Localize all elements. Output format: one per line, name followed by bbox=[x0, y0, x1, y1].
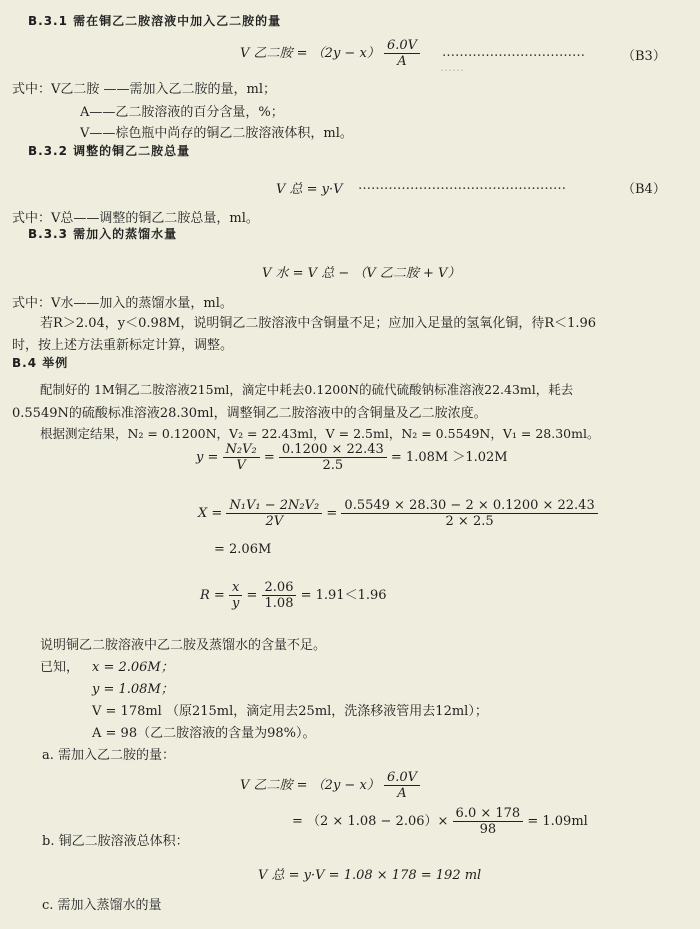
fraction: $\frac{x}{y}$ bbox=[229, 580, 242, 611]
known-v: V = 178ml （原215ml，滴定用去25ml，洗涤移液管用去12ml）； bbox=[92, 704, 488, 719]
equation-r: R = $\frac{x}{y}$ = $\frac{2.06}{1.08}$ = 1.91＜1.96 bbox=[200, 580, 387, 611]
formula-b4: V 总 = y·V bbox=[276, 182, 343, 197]
definition-line: 式中：V乙二胺 ——需加入乙二胺的量，ml； bbox=[12, 82, 277, 97]
definition-line: A——乙二胺溶液的百分含量，%； bbox=[80, 105, 284, 120]
leader-dots: …………………………… bbox=[442, 45, 585, 60]
formula-lhs: V 乙二胺 = （2y − x） bbox=[240, 46, 380, 61]
definition-line: 式中：V水——加入的蒸馏水量，ml。 bbox=[12, 296, 233, 311]
equation-x: X = $\frac{\text{N₁V₁ − 2N₂V₂}}{2V}$ = $\frac{0.5549 \times 28.30 - 2 \times 0.1200 \times 22.43}{2 \times 2.5}$ bbox=[198, 498, 598, 529]
step-c-label: c. 需加入蒸馏水的量 bbox=[42, 898, 162, 913]
section-heading-b4: B.4 举例 bbox=[12, 356, 69, 370]
section-heading-b33: B.3.3 需加入的蒸馏水量 bbox=[28, 227, 178, 241]
fraction: $\frac{\text{N₁V₁ − 2N₂V₂}}{2V}$ bbox=[226, 498, 322, 529]
definition-line: 式中：V总——调整的铜乙二胺总量，ml。 bbox=[12, 211, 259, 226]
equation-y: y = $\frac{\text{N₂V₂}}{V}$ = $\frac{0.1200 \times 22.43}{2.5}$ = 1.08M ＞1.02M bbox=[196, 442, 508, 473]
bleed-through-text: …… bbox=[440, 60, 464, 74]
section-heading-b31: B.3.1 需在铜乙二胺溶液中加入乙二胺的量 bbox=[28, 14, 282, 28]
fraction: $\frac{0.5549 \times 28.30 - 2 \times 0.1200 \times 22.43}{2 \times 2.5}$ bbox=[341, 498, 597, 529]
paragraph-line: 时，按上述方法重新标定计算，调整。 bbox=[12, 338, 234, 353]
known-a: A = 98（乙二胺溶液的含量为98%）。 bbox=[92, 726, 316, 741]
known-label: 已知， bbox=[40, 660, 80, 675]
fraction: $\frac{\text{N₂V₂}}{V}$ bbox=[223, 442, 260, 473]
paragraph-line: 配制好的 1M铜乙二胺溶液215ml，滴定中耗去0.1200N的硫代硫酸钠标准溶液22.43ml，耗去 bbox=[40, 382, 574, 397]
fraction: $\frac{2.06}{1.08}$ bbox=[262, 580, 297, 611]
section-heading-b32: B.3.2 调整的铜乙二胺总量 bbox=[28, 144, 191, 158]
definition-line: V——棕色瓶中尚存的铜乙二胺溶液体积，ml。 bbox=[80, 126, 353, 141]
equation-x-result: = 2.06M bbox=[214, 542, 272, 557]
paragraph-line: 0.5549N的硫酸标准溶液28.30ml，调整铜乙二胺溶液中的含铜量及乙二胺浓度。 bbox=[12, 406, 487, 421]
equation-tag-b4: （B4） bbox=[622, 182, 666, 197]
step-b-label: b. 铜乙二胺溶液总体积： bbox=[42, 834, 189, 849]
equation-tag-b3: （B3） bbox=[622, 49, 666, 64]
fraction: $\frac{6.0 \times 178}{98}$ bbox=[453, 806, 524, 837]
step-a-line1: V 乙二胺 = （2y − x） $\frac{6.0V}{A}$ bbox=[240, 770, 420, 801]
formula-b3 bbox=[240, 38, 420, 69]
fraction: $\frac{6.0V}{A}$ bbox=[384, 770, 420, 801]
leader-dots: ………………………………………… bbox=[358, 178, 566, 193]
step-a-line2: = （2 × 1.08 − 2.06）× $\frac{6.0 \times 178}{98}$ = 1.09ml bbox=[292, 806, 588, 837]
paragraph-line: 若R＞2.04，y＜0.98M，说明铜乙二胺溶液中含铜量不足；应加入足量的氢氧化铜，待R＜1.96 bbox=[40, 316, 597, 331]
fraction: $\frac{0.1200 \times 22.43}{2.5}$ bbox=[279, 442, 387, 473]
fraction: $\frac{6.0V}{A}$ bbox=[384, 38, 420, 69]
known-y: y = 1.08M； bbox=[92, 682, 174, 697]
step-b-formula: V 总 = y·V = 1.08 × 178 = 192 ml bbox=[258, 868, 482, 883]
step-a-label: a. 需加入乙二胺的量： bbox=[42, 748, 176, 763]
formula-water: V 水 = V 总 − （V 乙二胺 + V） bbox=[262, 266, 461, 281]
conclusion-text: 说明铜乙二胺溶液中乙二胺及蒸馏水的含量不足。 bbox=[40, 638, 327, 653]
paragraph-line: 根据测定结果，N₂ = 0.1200N，V₂ = 22.43ml，V = 2.5ml，N₂ = 0.5549N，V₁ = 28.30ml。 bbox=[40, 426, 600, 441]
known-x: x = 2.06M； bbox=[92, 660, 174, 675]
